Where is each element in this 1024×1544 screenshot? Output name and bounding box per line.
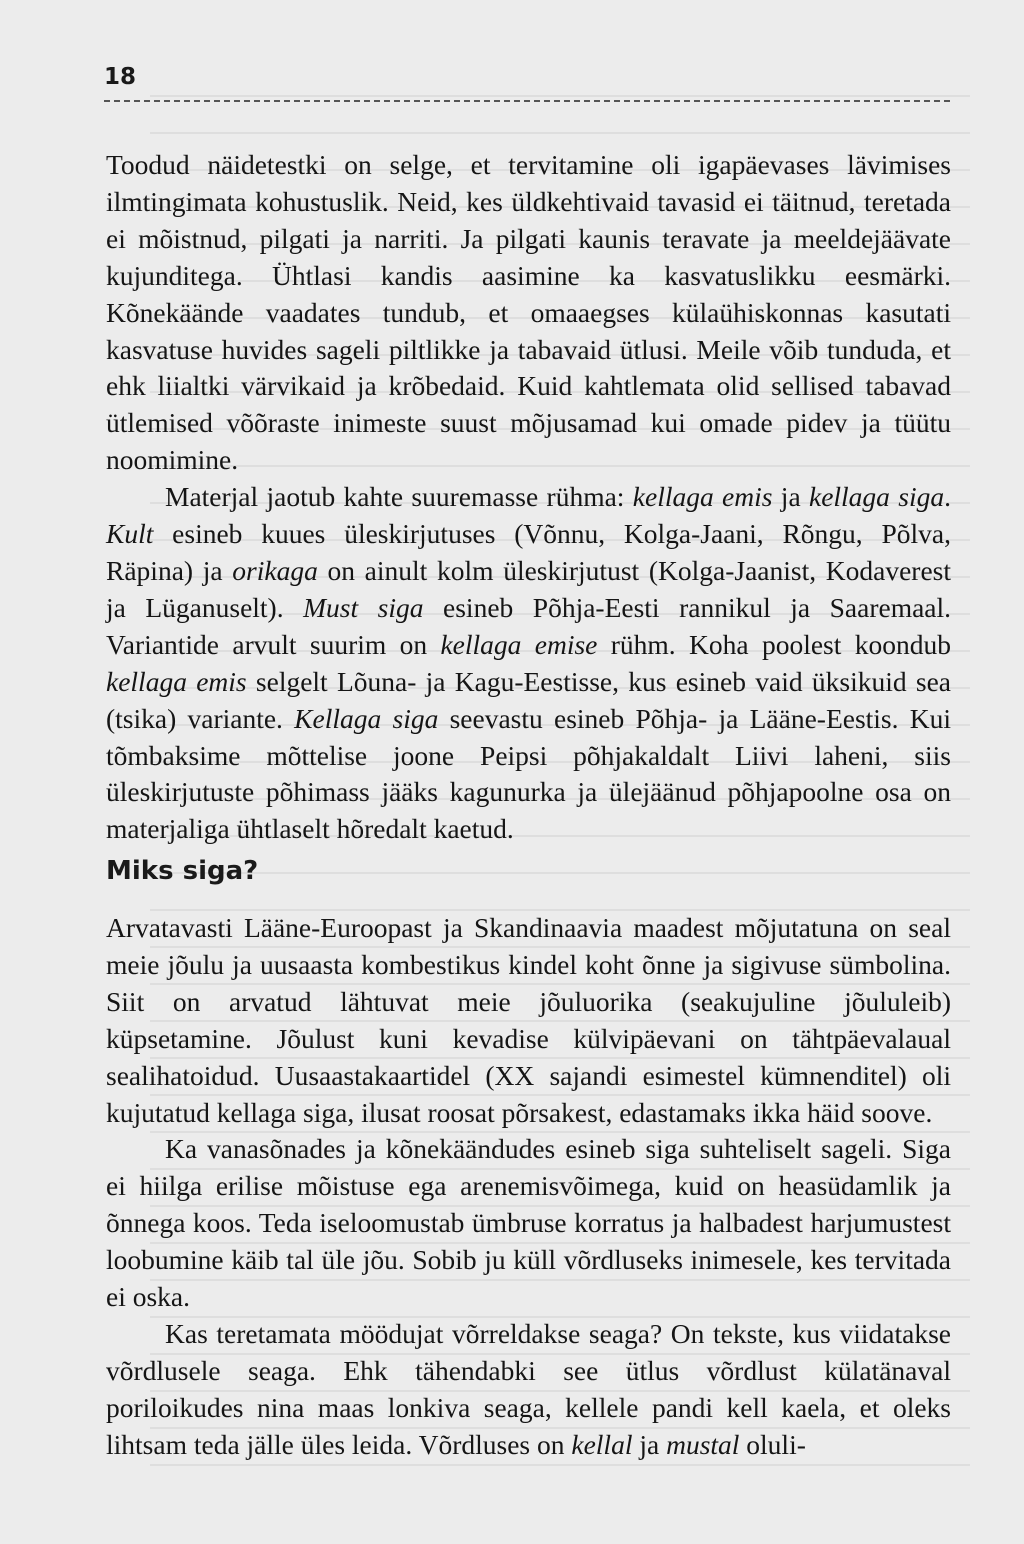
italic-term: orikaga <box>232 554 318 586</box>
italic-term: kellaga emis <box>632 481 773 513</box>
paragraph-3: Arvatavasti Lääne-Euroopast ja Skandinaavia maadest mõjutatuna on seal meie jõulu ja uusaasta kombestikus kindel koht õnne ja sigivuse sümbolina. Siit on arvatud lähtuvat meie jõuluorika (seakujuline jõululeib) küpsetamine. Jõulust kuni kevadise külvipäevani on tähtpäevalaual sealihatoidud. Uusaastakaartidel (XX sajandi esimestel kümnenditel) oli kujutatud kellaga siga, ilusat roosat põrsakest, edastamaks ikka häid soove. <box>106 912 951 1128</box>
italic-term: kellaga emis <box>106 665 247 697</box>
text-run: esineb kuues üleskirjutuses (Võnnu, Kolga-Jaani, Rõngu, Põlva, Räpina) ja <box>106 518 951 586</box>
paragraph-5 <box>106 1316 951 1464</box>
paragraph-1: Toodud näidetestki on selge, et tervitamine oli igapäevases lävimises ilmtingimata kohustuslik. Neid, kes üldkehtivaid tavasid ei täitnud, teretada ei mõistnud, pilgati ja narriti. Ja pilgati kaunis teravate ja meeldejäävate kujunditega. Ühtlasi kandis aasimine ka kasvatuslikku eesmärki. Kõnekäände vaadates tundub, et omaaegses külaühiskonnas kasutati kasvatuse huvides sageli piltlikke ja tabavaid ütlusi. Meile võib tunduda, et ehk liialtki värvikaid ja krõbedaid. Kuid kahtlemata olid sellised tabavad ütlemised võõraste inimeste suust mõjusamad kui omade pidev ja tüütu noomimine. <box>106 149 951 476</box>
italic-term: kellaga siga <box>808 481 945 513</box>
text-run: . <box>944 481 951 513</box>
paragraph-4: Ka vanasõnades ja kõnekäändudes esineb siga suhteliselt sageli. Siga ei hiilga erilise mõistuse ega arenemisvõimega, kuid on heasüdamlik ja õnnega koos. Teda iseloomustab ümbruse korratus ja halbadest harjumustest loobumine käib tal üle jõu. Sobib ju küll võrdluseks inimesele, kes tervitada ei oska. <box>106 1133 951 1313</box>
text-run: oluli- <box>739 1428 806 1460</box>
text-run: selgelt Lõuna- ja Kagu-Eestisse, kus esineb vaid üksikuid sea (tsika) variante. <box>106 665 952 734</box>
italic-term: mustal <box>666 1428 740 1460</box>
italic-term: Kult <box>106 518 154 550</box>
text-run: ja <box>632 1428 667 1460</box>
paragraph-2 <box>106 479 951 848</box>
header-rule <box>104 100 950 102</box>
page-number: 18 <box>104 64 137 90</box>
italic-term: Must siga <box>303 591 424 623</box>
text-run: esineb Põhja-Eesti rannikul ja Saaremaal. Variantide arvult suurim on <box>106 591 952 660</box>
italic-term: kellal <box>571 1428 633 1460</box>
italic-term: Kellaga siga <box>294 702 439 734</box>
section-2-text <box>106 910 951 1464</box>
text-run: rühm. Koha poolest koondub <box>597 628 951 660</box>
text-run: Materjal jaotub kahte suuremasse rühma: <box>165 481 633 513</box>
italic-term: kellaga emise <box>440 628 598 660</box>
section-1-text <box>106 147 951 848</box>
text-run: ja <box>772 481 809 513</box>
text-run: seevastu esineb Põhja- ja Lääne-Eestis. Kui tõmbaksime mõttelise joone Peipsi põhjakaldalt Liivi laheni, siis üleskirjutuste põhimass jääks kagunurka ja ülejäänud põhjapoolne osa on materjaliga ühtlaselt hõredalt kaetud. <box>106 702 951 845</box>
section-heading: Miks siga? <box>106 856 259 886</box>
text-run: on ainult kolm üleskirjutust (Kolga-Jaanist, Kodaverest ja Lüganuselt). <box>106 554 951 623</box>
text-run: Kas teretamata möödujat võrreldakse seaga? On tekste, kus viidatakse võrdlusele seaga. Ehk tähendabki see ütlus võrdlust külatänaval poriloikudes nina maas lonkiva seaga, kellele pandi kell kaela, et oleks lihtsam teda jälle üles leida. Võrdluses on <box>106 1317 951 1460</box>
